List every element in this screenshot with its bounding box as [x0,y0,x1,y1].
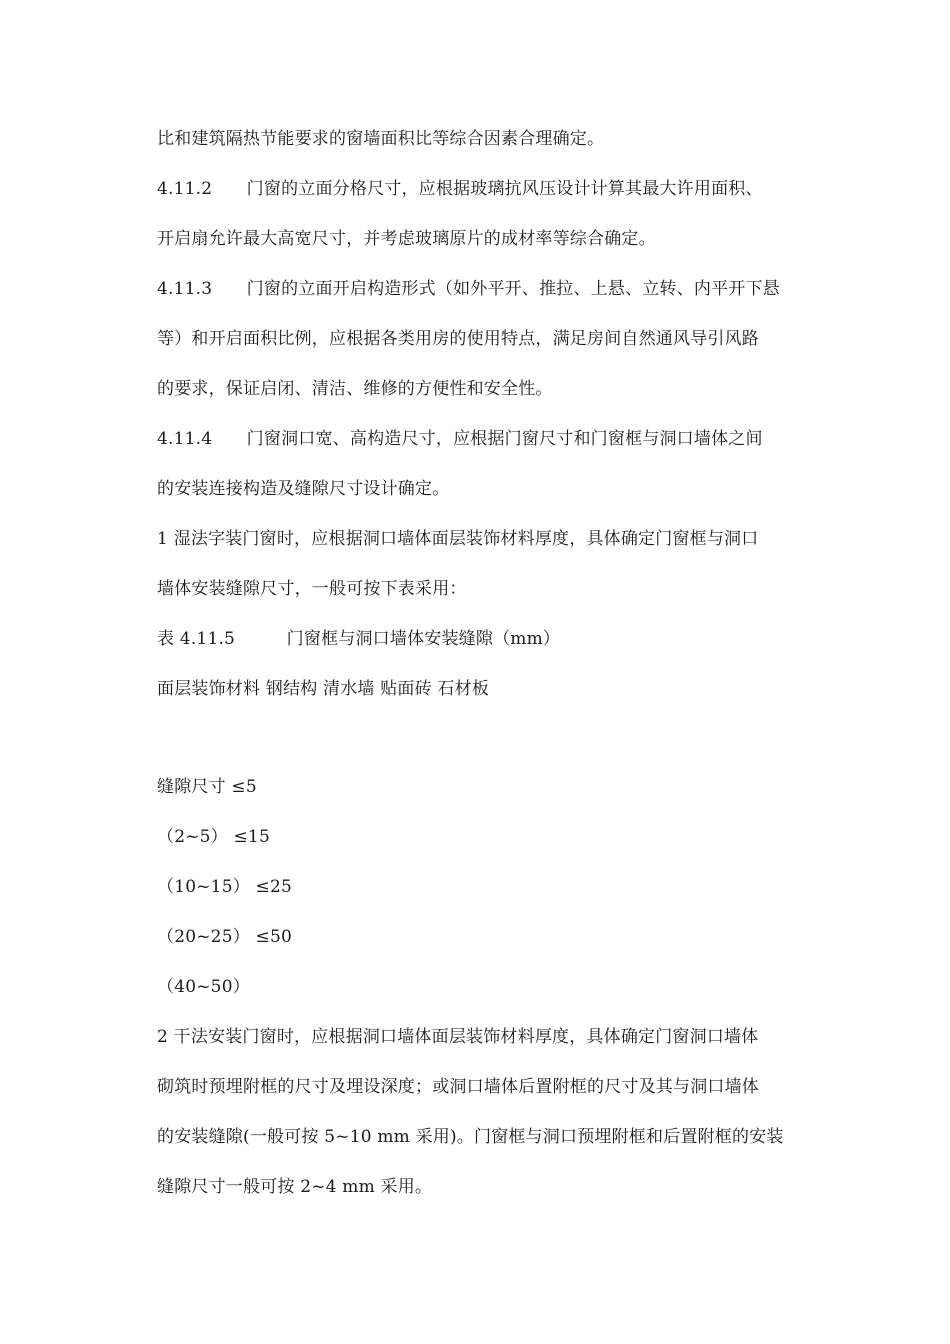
clause-4-11-4-line-2: 的安装连接构造及缝隙尺寸设计确定。 [157,479,450,499]
item-2-line-1: 2 干法安装门窗时，应根据洞口墙体面层装饰材料厚度，具体确定门窗洞口墙体 [157,1027,759,1047]
clause-4-11-3-line-3: 的要求，保证启闭、清洁、维修的方便性和安全性。 [157,379,553,399]
item-2-line-2: 砌筑时预埋附框的尺寸及埋设深度；或洞口墙体后置附框的尺寸及其与洞口墙体 [157,1077,759,1097]
clause-4-11-3-line-2: 等）和开启面积比例，应根据各类用房的使用特点，满足房间自然通风导引风路 [157,329,759,349]
item-2-line-3: 的安装缝隙(一般可按 5~10 mm 采用)。门窗框与洞口预埋附框和后置附框的安装 [157,1127,784,1147]
item-1-line-2: 墙体安装缝隙尺寸，一般可按下表采用： [157,579,467,599]
table-row-4: （20~25） ≤50 [157,927,292,947]
table-caption: 表 4.11.5 门窗框与洞口墙体安装缝隙（mm） [157,629,561,649]
item-2-line-4: 缝隙尺寸一般可按 2~4 mm 采用。 [157,1177,433,1197]
table-row-3: （10~15） ≤25 [157,877,292,897]
table-row-1: 缝隙尺寸 ≤5 [157,777,257,797]
paragraph-line-1: 比和建筑隔热节能要求的窗墙面积比等综合因素合理确定。 [157,129,605,149]
table-row-5: （40~50） [157,977,250,997]
clause-4-11-4-line-1: 4.11.4 门窗洞口宽、高构造尺寸，应根据门窗尺寸和门窗框与洞口墙体之间 [157,429,763,449]
clause-4-11-2-line-2: 开启扇允许最大高宽尺寸，并考虑玻璃原片的成材率等综合确定。 [157,229,656,249]
item-1-line-1: 1 湿法字装门窗时，应根据洞口墙体面层装饰材料厚度，具体确定门窗框与洞口 [157,529,759,549]
clause-4-11-2-line-1: 4.11.2 门窗的立面分格尺寸，应根据玻璃抗风压设计计算其最大许用面积、 [157,179,763,199]
table-row-2: （2~5） ≤15 [157,827,270,847]
clause-4-11-3-line-1: 4.11.3 门窗的立面开启构造形式（如外平开、推拉、上悬、立转、内平开下悬 [157,279,780,299]
table-header-row: 面层装饰材料 钢结构 清水墙 贴面砖 石材板 [157,679,490,699]
